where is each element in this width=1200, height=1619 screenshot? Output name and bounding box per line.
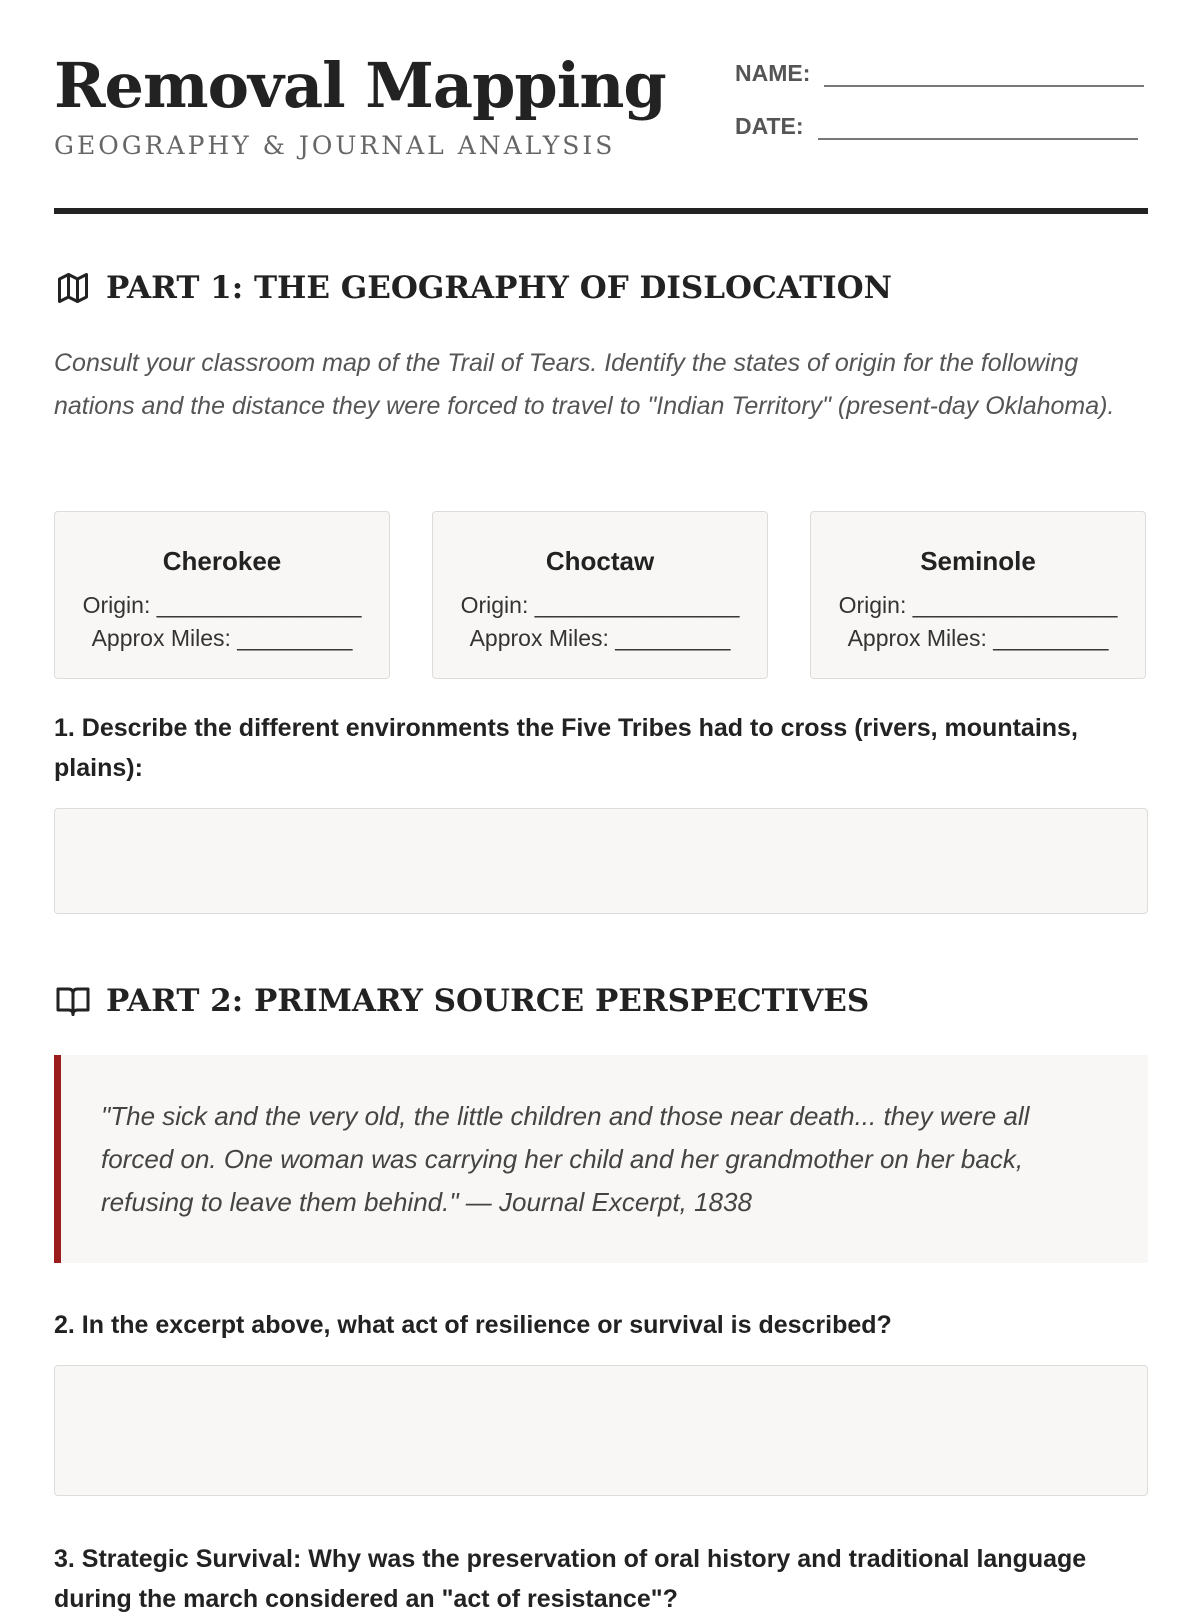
book-icon [54,983,92,1019]
name-field [735,60,1144,87]
part2-heading [54,983,869,1019]
origin-blank[interactable]: Origin: ________________ [460,592,740,618]
answer-box-2[interactable] [54,1365,1148,1496]
miles-blank[interactable]: Approx Miles: _________ [847,625,1109,651]
part1-instructions: Consult your classroom map of the Trail of Tears. Identify the states of origin for the following nations and the distance they were forced to travel to "Indian Territory" (present-day Oklahoma). [54,349,1115,420]
page-title: Removal Mapping [54,49,666,122]
question-2: 2. In the excerpt above, what act of resilience or survival is described? [54,1311,892,1339]
nation-name: Choctaw [545,546,655,576]
name-input-line[interactable] [824,63,1144,87]
question-3: 3. Strategic Survival: Why was the preservation of oral history and traditional language during the march considered an "act of resistance"? [54,1545,1087,1613]
miles-blank[interactable]: Approx Miles: _________ [91,625,353,651]
part1-heading-text: PART 1: THE GEOGRAPHY OF DISLOCATION [106,270,893,306]
map-icon [54,270,92,306]
nation-cards [54,511,1148,681]
miles-blank[interactable]: Approx Miles: _________ [469,625,731,651]
origin-blank[interactable]: Origin: ________________ [838,592,1118,618]
question-1: 1. Describe the different environments the Five Tribes had to cross (rivers, mountains, plains): [54,714,1078,782]
date-input-line[interactable] [818,116,1138,140]
date-field [735,113,1138,140]
header-divider [54,208,1148,214]
nation-name: Seminole [920,546,1036,576]
nation-card-seminole [810,511,1146,679]
nation-name: Cherokee [162,546,282,576]
origin-blank[interactable]: Origin: ________________ [82,592,362,618]
quote-text: "The sick and the very old, the little children and those near death... they were all forced on. One woman was carrying her child and her grandmother on her back, refusing to leave them behind." — Journal Excerpt, 1838 [101,1101,1030,1217]
journal-quote [54,1055,1148,1263]
page-subtitle: GEOGRAPHY & JOURNAL ANALYSIS [54,131,616,160]
part2-heading-text: PART 2: PRIMARY SOURCE PERSPECTIVES [106,983,870,1019]
name-label: NAME: [735,60,811,86]
nation-card-choctaw [432,511,768,679]
worksheet-page [54,0,1148,1613]
worksheet-header [54,0,1148,214]
nation-card-cherokee [54,511,390,679]
answer-box-1[interactable] [54,808,1148,914]
part1-heading [54,270,892,306]
date-label: DATE: [735,113,804,139]
